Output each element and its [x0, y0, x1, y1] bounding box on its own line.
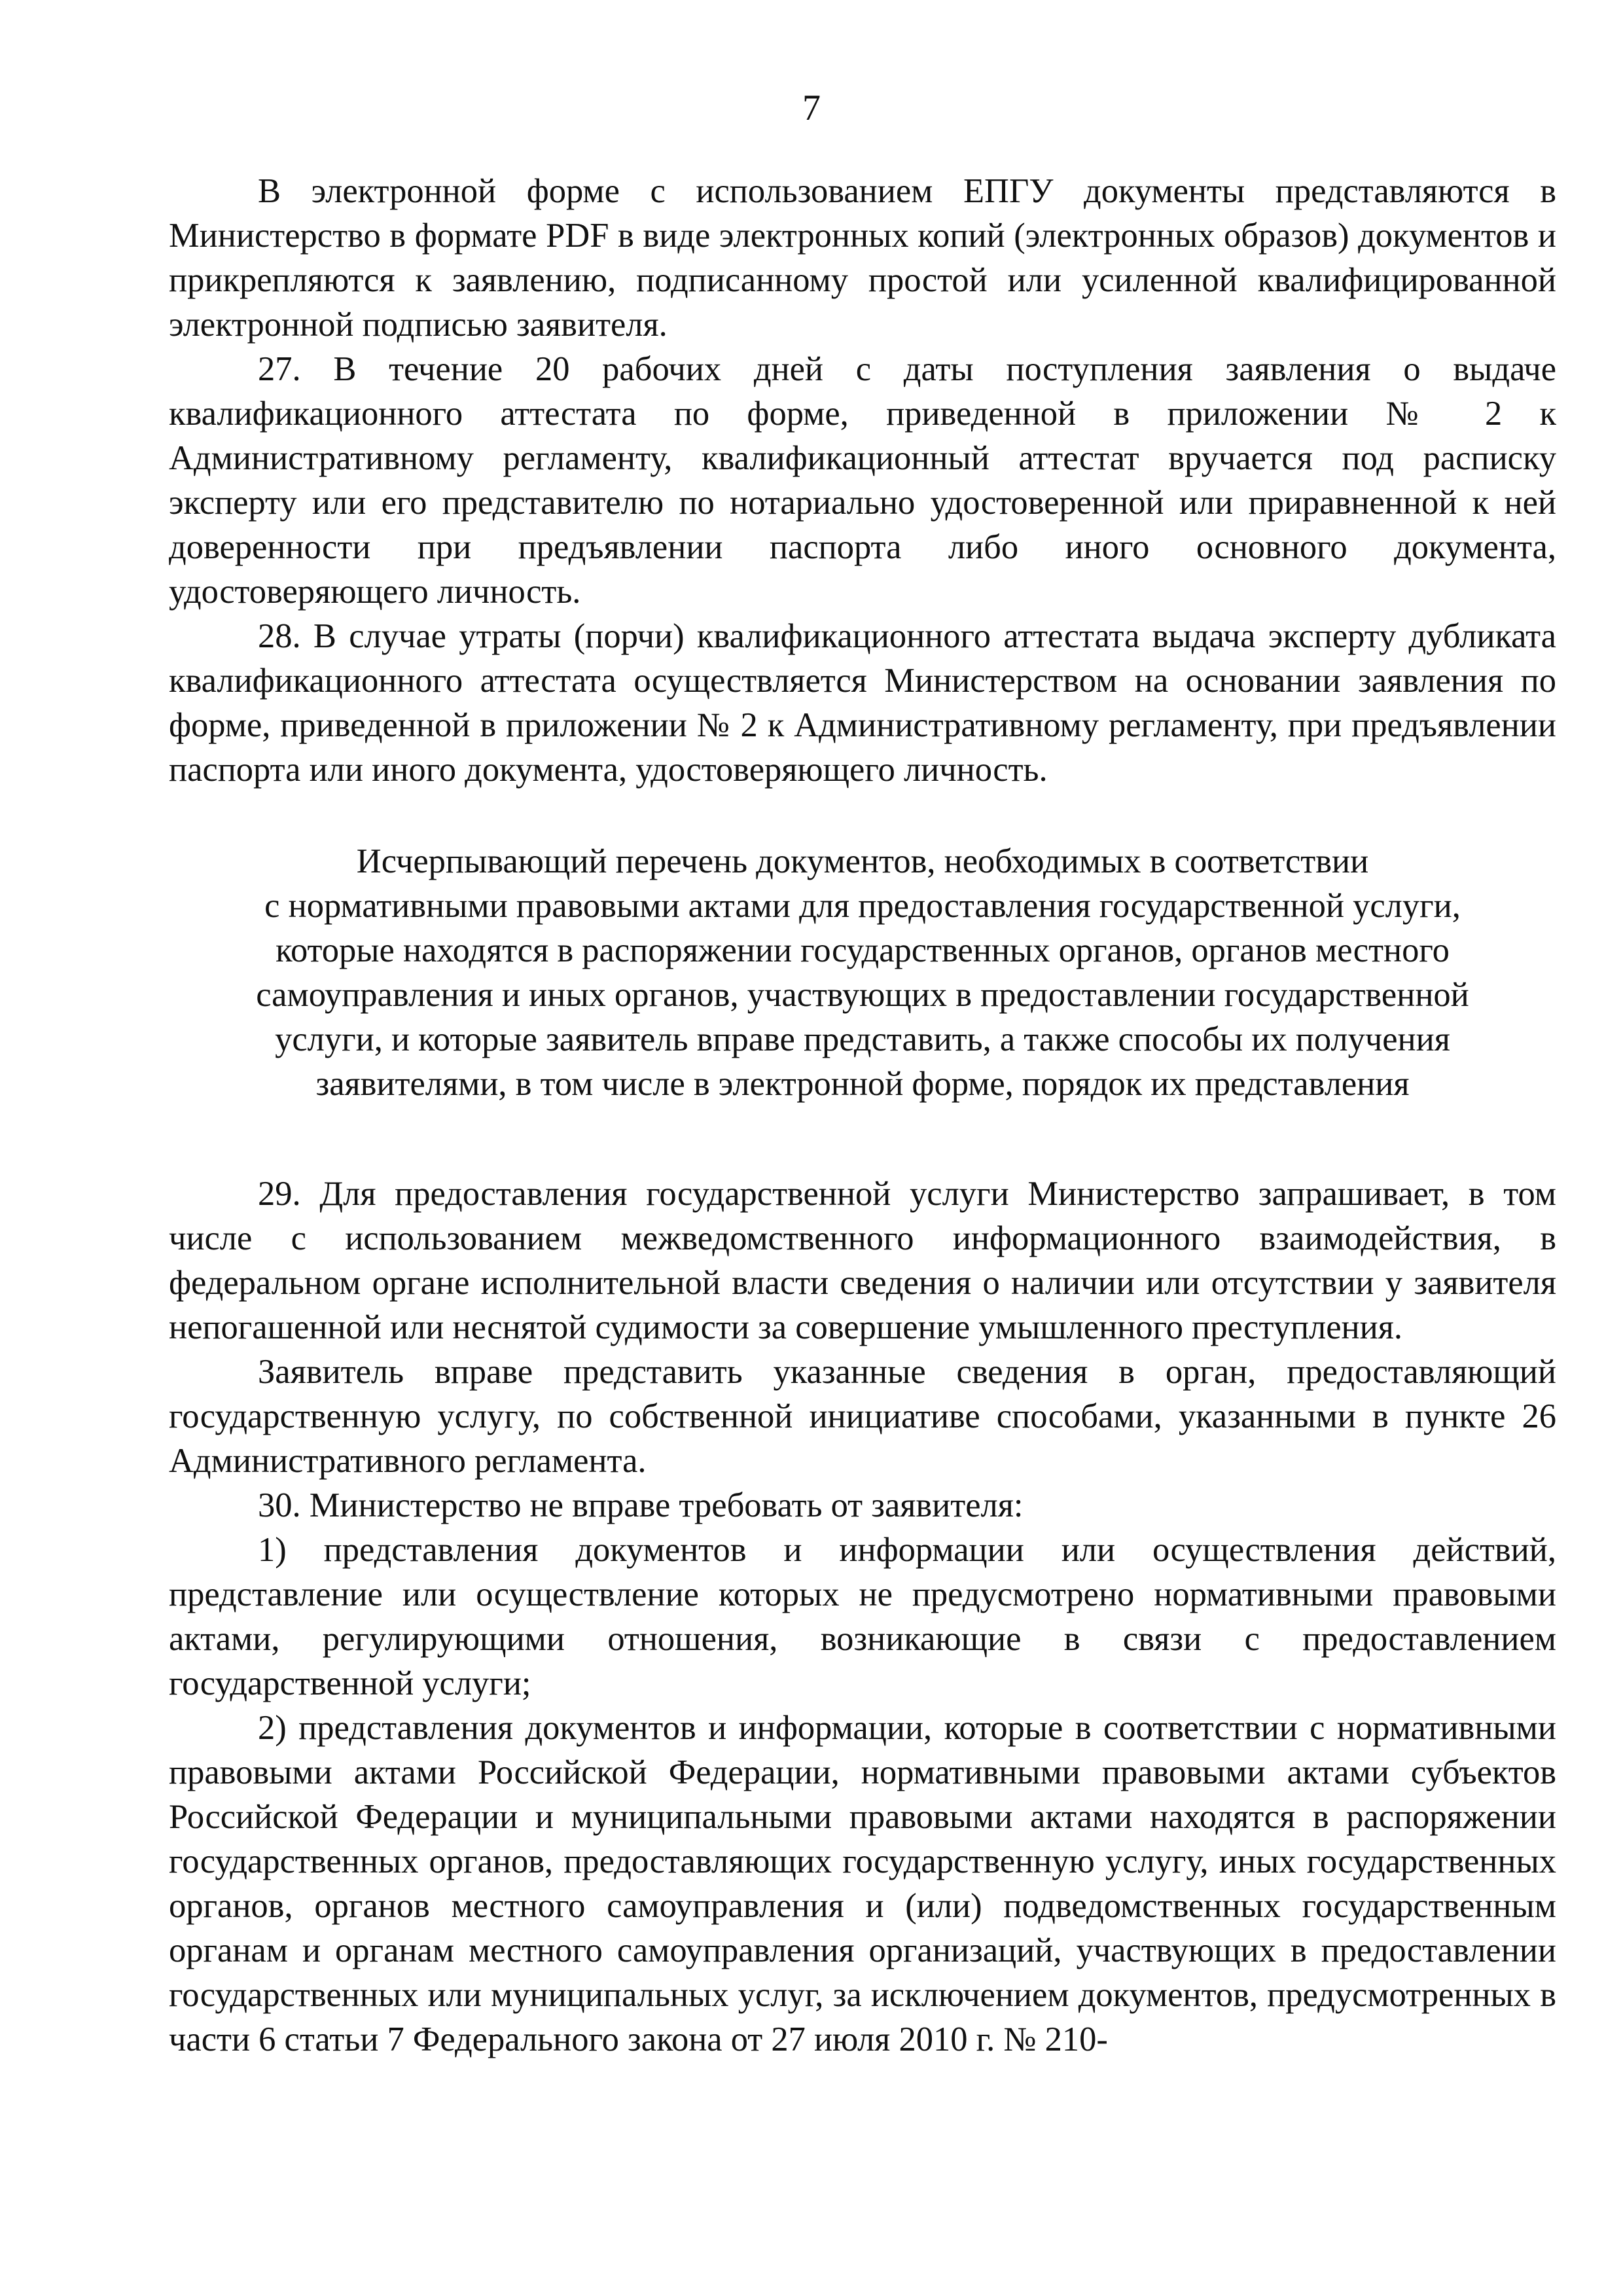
paragraph-30-item-1: 1) представления документов и информации или осуществления действий, представление или осуществление которых не предусмотрено нормативными правовыми актами, регулирующими отношения, возникающие в связи с предоставлением государственной услуги; [169, 1531, 1556, 1702]
page-number: 7 [802, 88, 821, 128]
paragraph-28: 28. В случае утраты (порчи) квалификационного аттестата выдача эксперту дубликата квалификационного аттестата осуществляется Министерством на основании заявления по форме, приведенной в приложении № 2 к Административному регламенту, при предъявлении паспорта или иного документа, удостоверяющего личность. [169, 617, 1556, 789]
paragraph-applicant-right: Заявитель вправе представить указанные сведения в орган, предоставляющий государственную услугу, по собственной инициативе способами, указанными в пункте 26 Административного регламента. [169, 1353, 1556, 1480]
paragraph-30-item-2: 2) представления документов и информации, которые в соответствии с нормативными правовыми актами Российской Федерации, нормативными правовыми актами субъектов Российской Федерации и муниципальными правовыми актами находятся в распоряжении государственных органов, предоставляющих государственную услугу, иных государственных органов, органов местного самоуправления и (или) подведомственных государственным органам и органам местного самоуправления организаций, участвующих в предоставлении государственных или муниципальных услуг, за исключением документов, предусмотренных в части 6 статьи 7 Федерального закона от 27 июля 2010 г. № 210- [169, 1709, 1556, 2058]
heading-line: с нормативными правовыми актами для предоставления государственной услуги, [264, 887, 1461, 925]
heading-line: самоуправления и иных органов, участвующих в предоставлении государственной [256, 976, 1469, 1014]
heading-line: Исчерпывающий перечень документов, необходимых в соответствии [356, 842, 1369, 880]
document-body [169, 169, 1556, 2062]
paragraph-electronic-form: В электронной форме с использованием ЕПГУ документы представляются в Министерство в формате PDF в виде электронных копий (электронных образов) документов и прикрепляются к заявлению, подписанному простой или усиленной квалифицированной электронной подписью заявителя. [169, 172, 1556, 344]
heading-line: которые находятся в распоряжении государственных органов, органов местного [276, 931, 1450, 969]
paragraph-30: 30. Министерство не вправе требовать от заявителя: [258, 1486, 1024, 1524]
section-heading [169, 839, 1556, 1106]
heading-line: услуги, и которые заявитель вправе представить, а также способы их получения [275, 1020, 1450, 1058]
paragraph-27: 27. В течение 20 рабочих дней с даты поступления заявления о выдаче квалификационного аттестата по форме, приведенной в приложении № 2 к Административному регламенту, квалификационный аттестат вручается под расписку эксперту или его представителю по нотариально удостоверенной или приравненной к ней доверенности при предъявлении паспорта либо иного основного документа, удостоверяющего личность. [169, 350, 1556, 611]
paragraph-29: 29. Для предоставления государственной услуги Министерство запрашивает, в том числе с использованием межведомственного информационного взаимодействия, в федеральном органе исполнительной власти сведения о наличии или отсутствии у заявителя непогашенной или неснятой судимости за совершение умышленного преступления. [169, 1175, 1556, 1346]
heading-line: заявителями, в том числе в электронной форме, порядок их представления [315, 1065, 1410, 1103]
